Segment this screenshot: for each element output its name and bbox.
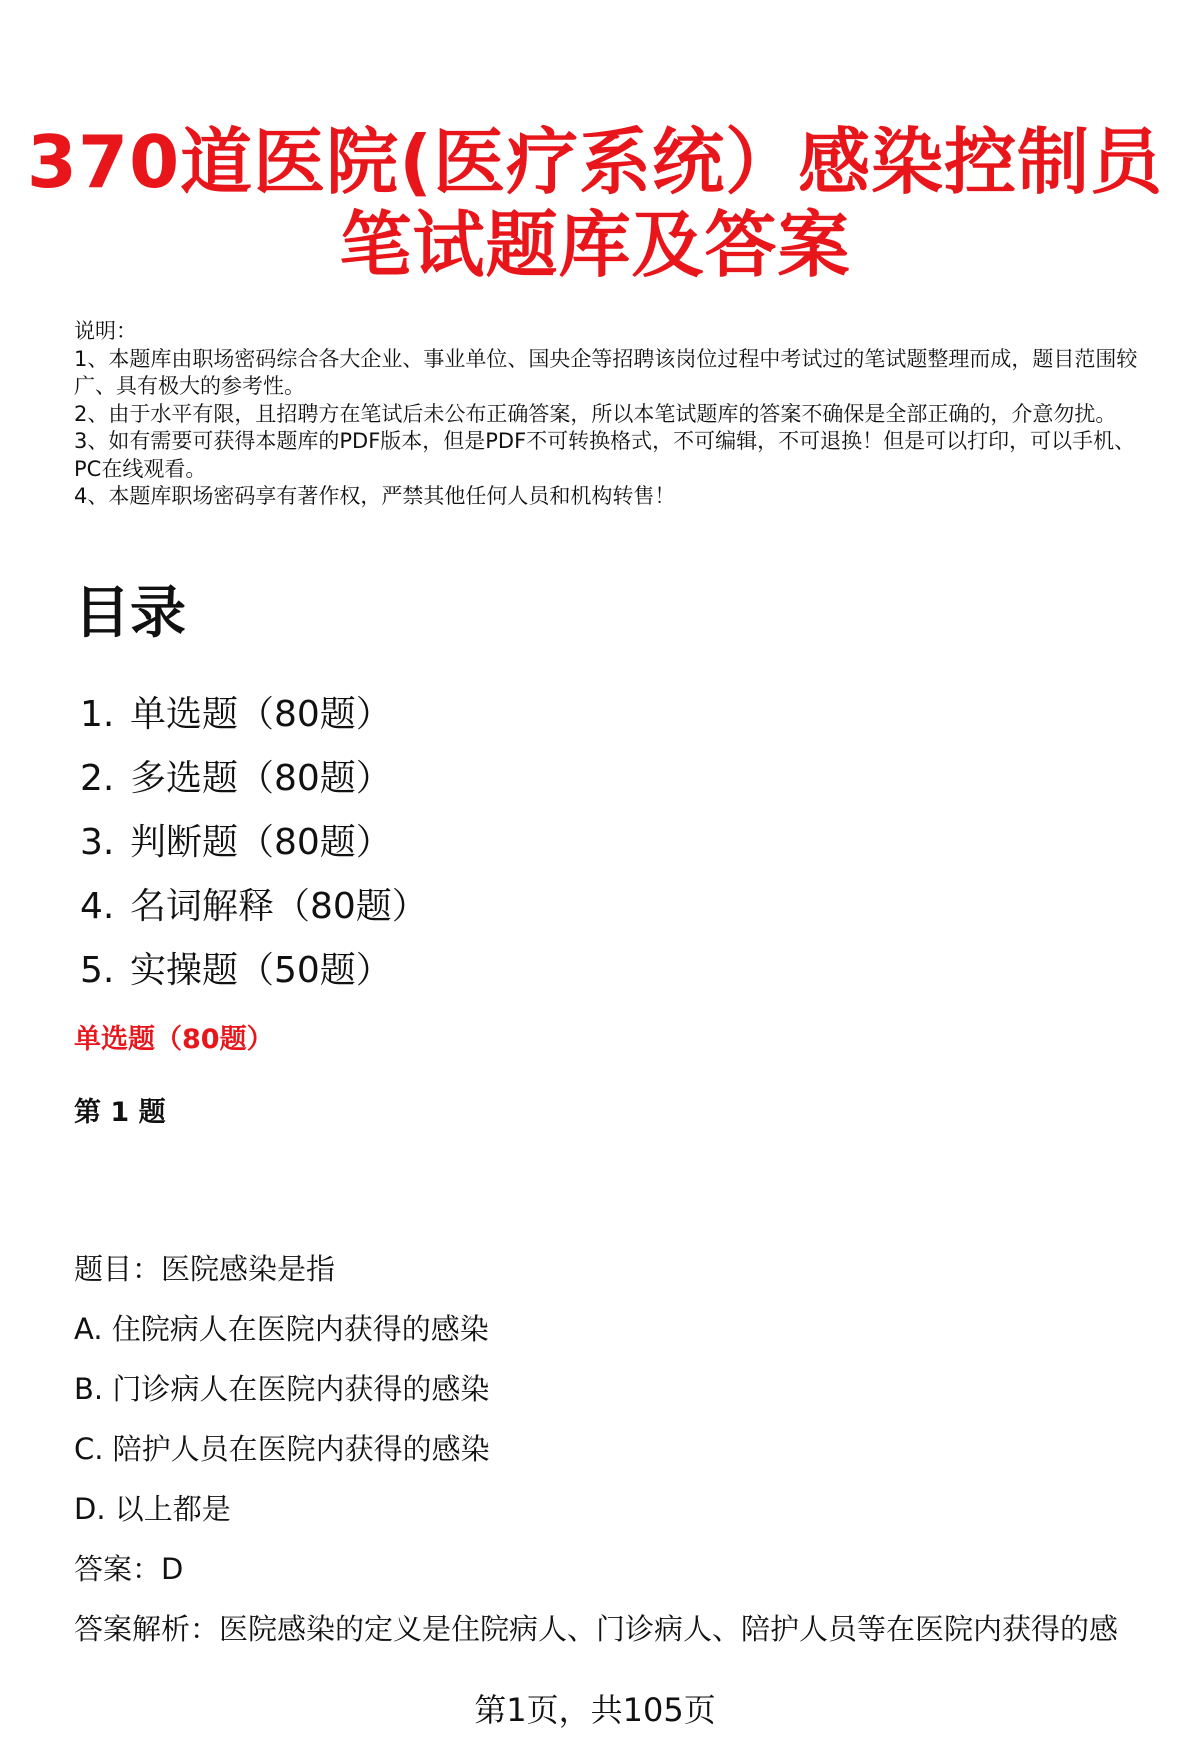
toc-item-label: 单选题（80题） [130,694,392,735]
toc-item[interactable] [80,875,428,939]
section-title: 单选题（80题） [74,1024,274,1055]
toc-item[interactable] [80,939,428,1003]
note-item-1: 1、本题库由职场密码综合各大企业、事业单位、国央企等招聘该岗位过程中考试过的笔试题整理而成，题目范围较广、具有极大的参考性。 [74,346,1138,398]
answer: 答案：D [74,1552,184,1586]
note-item-3: 3、如有需要可获得本题库的PDF版本，但是PDF不可转换格式，不可编辑，不可退换！但是可以打印，可以手机、PC在线观看。 [74,429,1136,481]
option-a: A. 住院病人在医院内获得的感染 [74,1312,489,1346]
question-stem: 题目：医院感染是指 [74,1252,336,1286]
toc-list [80,683,428,1003]
note-item-4: 4、本题库职场密码享有著作权，严禁其他任何人员和机构转售！ [74,484,676,508]
toc-item[interactable] [80,683,428,747]
page-footer: 第1页，共105页 [474,1691,716,1729]
toc-item-label: 实操题（50题） [130,950,392,991]
toc-item-label: 多选题（80题） [130,758,392,799]
answer-analysis: 答案解析：医院感染的定义是住院病人、门诊病人、陪护人员等在医院内获得的感 [74,1612,1119,1646]
toc-item-label: 名词解释（80题） [130,886,428,927]
document-title-line1: 370道医院(医疗系统）感染控制员 [26,120,1164,204]
notes-heading: 说明： [74,319,137,343]
toc-item-number: 4. [80,886,115,927]
toc-item-number: 1. [80,694,115,735]
toc-item-number: 3. [80,822,115,863]
toc-heading: 目录 [74,581,186,646]
option-c: C. 陪护人员在医院内获得的感染 [74,1432,490,1466]
notes-block [74,318,1154,511]
toc-item-number: 5. [80,950,115,991]
toc-item-label: 判断题（80题） [130,822,392,863]
option-d: D. 以上都是 [74,1492,231,1526]
document-title-line2: 笔试题库及答案 [339,203,851,287]
toc-item[interactable] [80,811,428,875]
question-number: 第 1 题 [74,1097,166,1128]
option-b: B. 门诊病人在医院内获得的感染 [74,1372,490,1406]
toc-item-number: 2. [80,758,115,799]
toc-item[interactable] [80,747,428,811]
note-item-2: 2、由于水平有限，且招聘方在笔试后未公布正确答案，所以本笔试题库的答案不确保是全部正确的，介意勿扰。 [74,401,1117,426]
